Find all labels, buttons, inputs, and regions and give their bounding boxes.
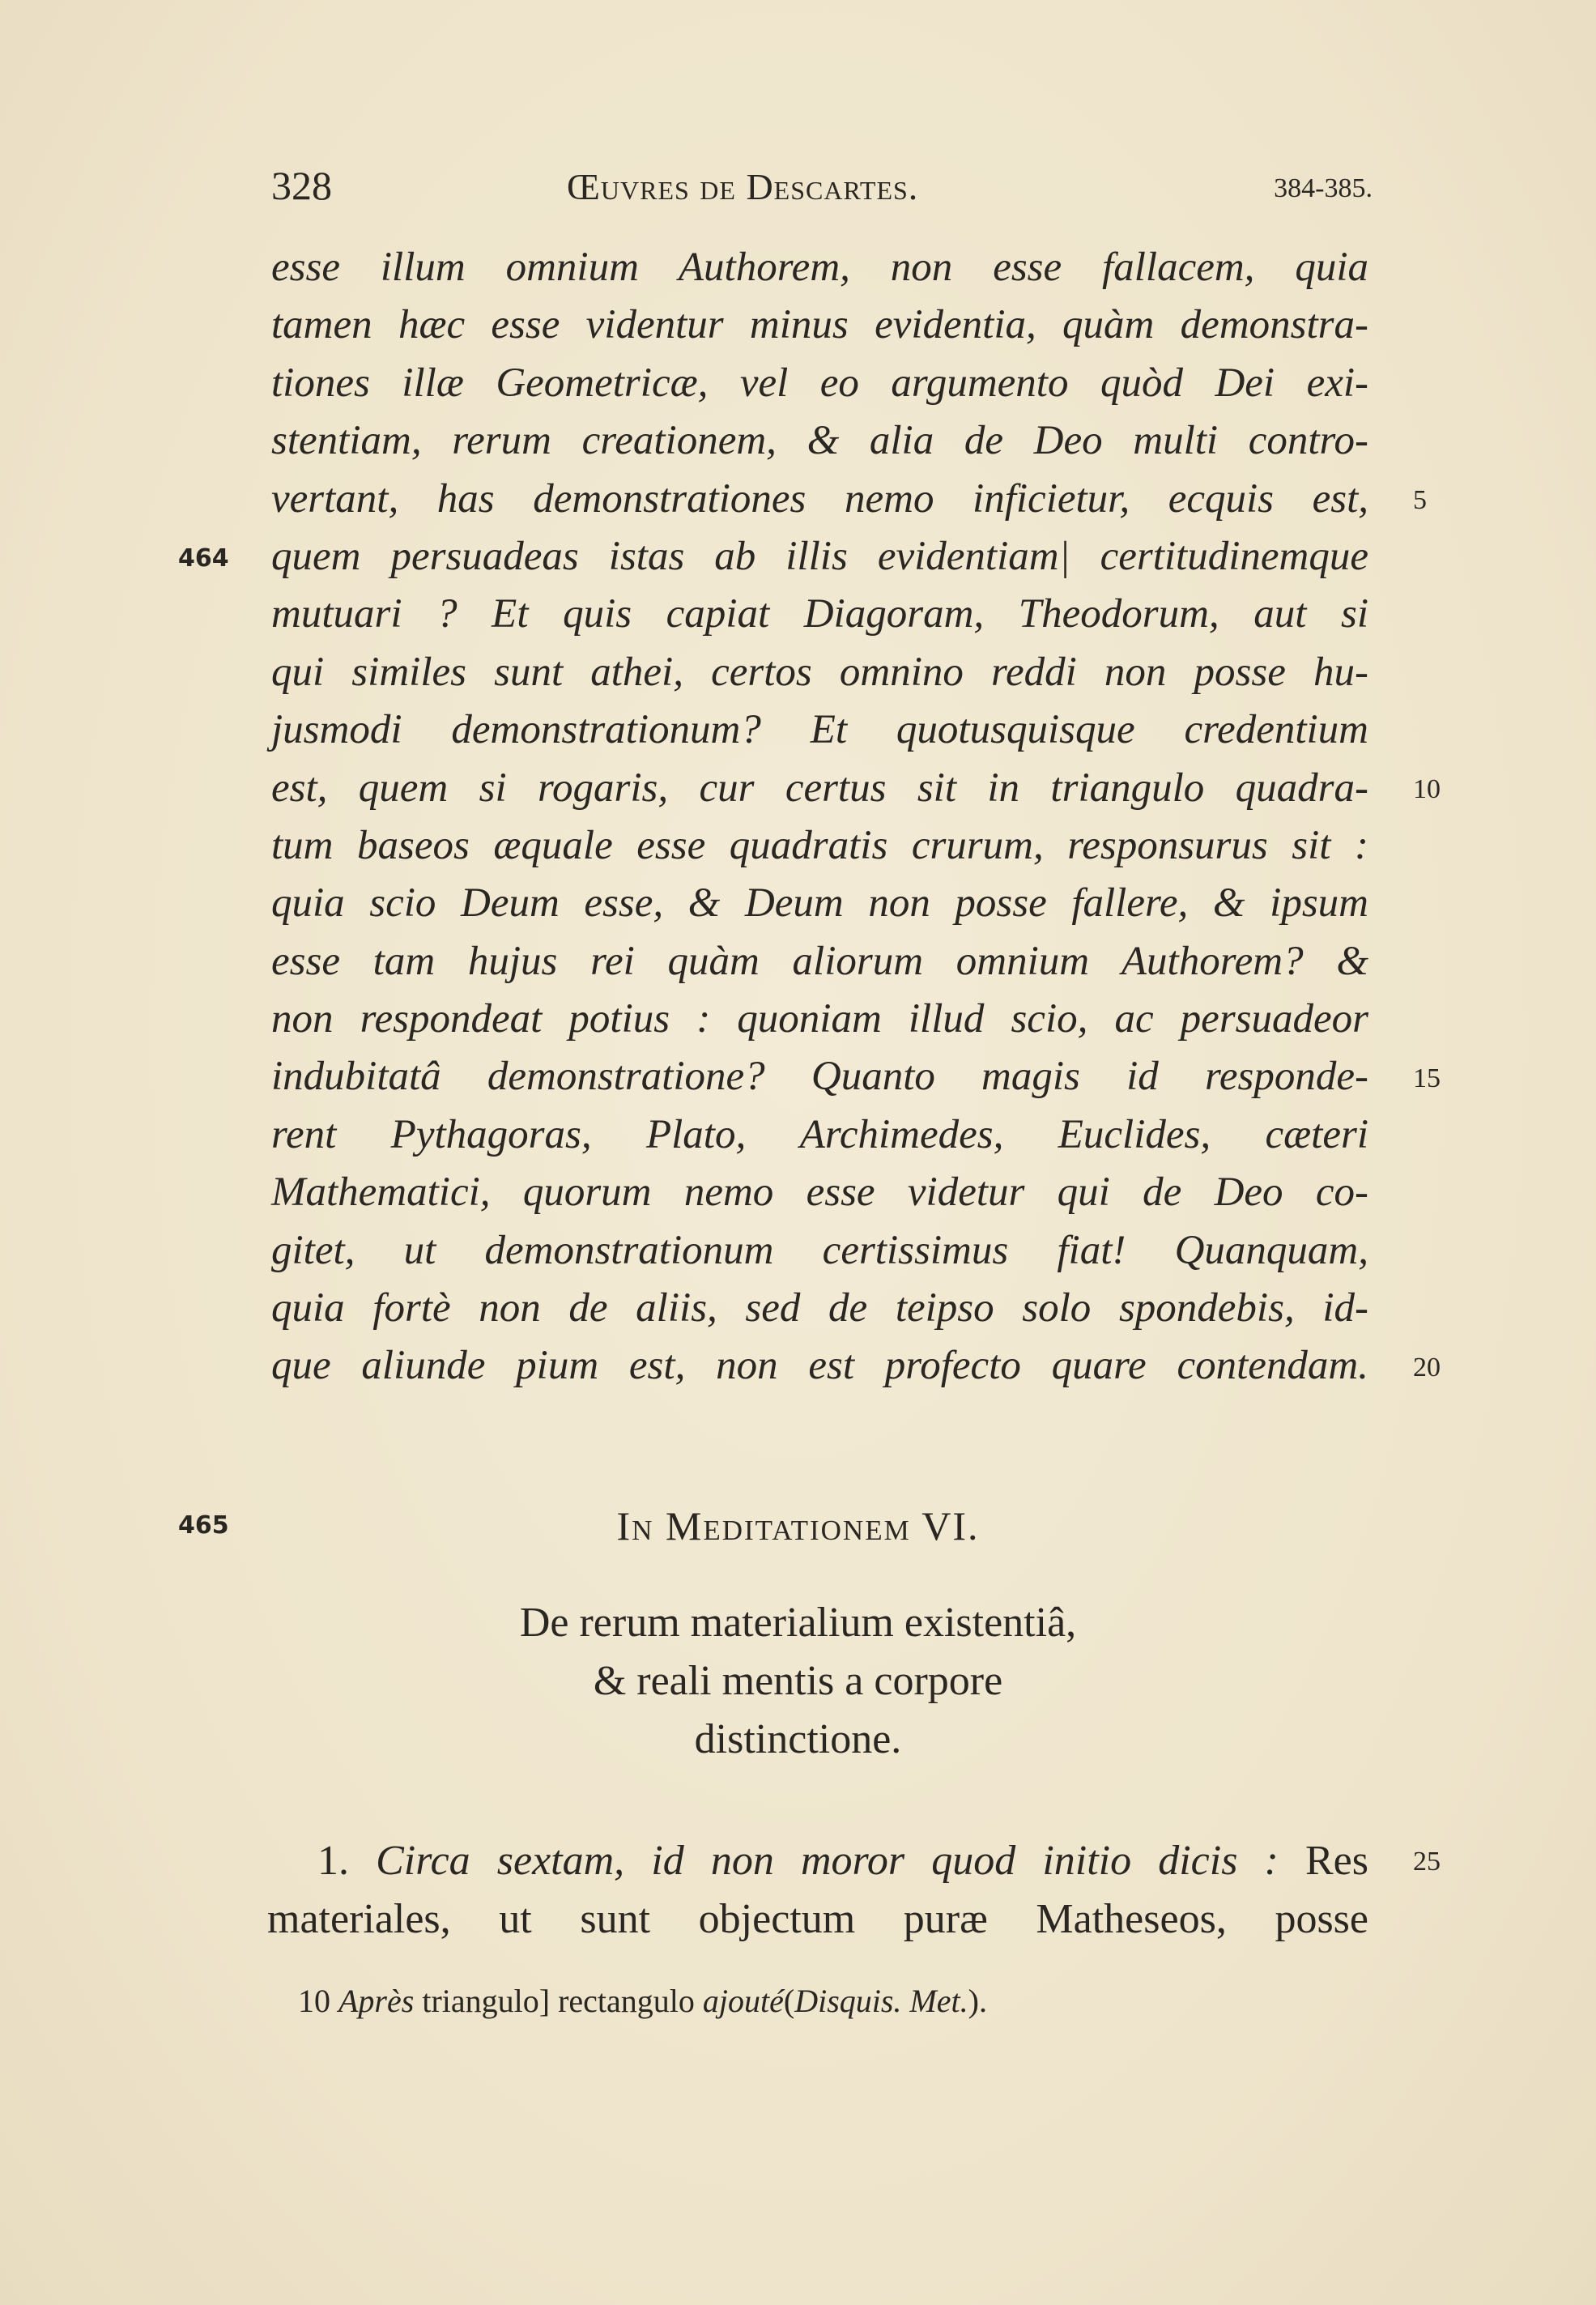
paragraph-1	[267, 1832, 1368, 1949]
text-line: tiones illæ Geometricæ, vel eo argumento quòd Dei exi-	[271, 360, 1368, 406]
paragraph-italic-text: Circa sextam, id non moror quod initio dicis :	[376, 1838, 1279, 1884]
line-number: 5	[1413, 484, 1427, 515]
text-line: mutuari ? Et quis capiat Diagoram, Theodorum, aut si	[271, 591, 1368, 637]
line-number: 15	[1413, 1063, 1441, 1093]
text-line: quem persuadeas istas ab illis evidentiam| certitudinemque	[271, 533, 1368, 579]
running-title: Œuvres de Descartes.	[567, 166, 919, 207]
text-line: non respondeat potius : quoniam illud scio, ac persuadeor	[271, 996, 1368, 1042]
footnote-apres: Après	[338, 1983, 415, 2019]
text-line: vertant, has demonstrationes nemo inficietur, ecquis est,	[271, 475, 1368, 522]
text-line: tamen hæc esse videntur minus evidentia, quàm demonstra-	[271, 302, 1368, 348]
subtitle-line: distinctione.	[694, 1716, 902, 1762]
margin-ref-465: 465	[178, 1511, 229, 1540]
text-line: esse tam hujus rei quàm aliorum omnium Authorem? &	[271, 938, 1368, 984]
paragraph-line	[267, 1832, 1368, 1890]
text-line: jusmodi demonstrationum? Et quotusquisque credentium	[271, 707, 1368, 753]
footnote-ref: Disquis. Met.	[794, 1983, 968, 2019]
running-header	[271, 162, 1373, 211]
body-text	[271, 239, 1368, 1395]
footnote-ref-close: ).	[968, 1983, 987, 2019]
page-reference: 384-385.	[1274, 173, 1373, 203]
line-number: 10	[1413, 773, 1441, 804]
footnote-number: 10	[298, 1983, 330, 2019]
text-line: qui similes sunt athei, certos omnino reddi non posse hu-	[271, 649, 1368, 695]
section-subtitle	[0, 1594, 1596, 1769]
text-line: que aliunde pium est, non est profecto quare contendam.	[271, 1343, 1368, 1389]
page-number: 328	[271, 163, 332, 208]
paragraph-line: materiales, ut sunt objectum puræ Matheseos, posse	[267, 1896, 1368, 1942]
text-line: rent Pythagoras, Plato, Archimedes, Euclides, cæteri	[271, 1111, 1368, 1157]
footnote	[298, 1982, 987, 2020]
footnote-ref-open: (	[783, 1983, 795, 2019]
text-line: indubitatâ demonstratione? Quanto magis id responde-	[271, 1054, 1368, 1100]
text-line: quia fortè non de aliis, sed de teipso solo spondebis, id-	[271, 1285, 1368, 1331]
text-line: quia scio Deum esse, & Deum non posse fallere, & ipsum	[271, 880, 1368, 927]
text-line: esse illum omnium Authorem, non esse fallacem, quia	[271, 245, 1368, 290]
paragraph-number: 1.	[317, 1838, 349, 1884]
text-line: est, quem si rogaris, cur certus sit in triangulo quadra-	[271, 765, 1368, 811]
line-number-25: 25	[1413, 1847, 1441, 1877]
text-line: stentiam, rerum creationem, & alia de Deo multi contro-	[271, 418, 1368, 464]
section-heading: In Meditationem VI.	[616, 1503, 980, 1549]
footnote-text2: rectangulo	[558, 1983, 695, 2019]
paragraph-roman-text: Res	[1305, 1838, 1368, 1884]
footnote-text1: triangulo]	[422, 1983, 551, 2019]
text-line: Mathematici, quorum nemo esse videtur qui de Deo co-	[271, 1170, 1368, 1216]
text-line: tum baseos æquale esse quadratis crurum, responsurus sit :	[271, 822, 1368, 868]
line-number: 20	[1413, 1352, 1441, 1383]
footnote-ajoute: ajouté	[702, 1983, 784, 2019]
subtitle-line: De rerum materialium existentiâ,	[519, 1600, 1077, 1646]
text-line: gitet, ut demonstrationum certissimus fiat! Quanquam,	[271, 1227, 1368, 1273]
margin-ref: 464	[178, 544, 229, 573]
subtitle-line: & reali mentis a corpore	[593, 1658, 1003, 1704]
